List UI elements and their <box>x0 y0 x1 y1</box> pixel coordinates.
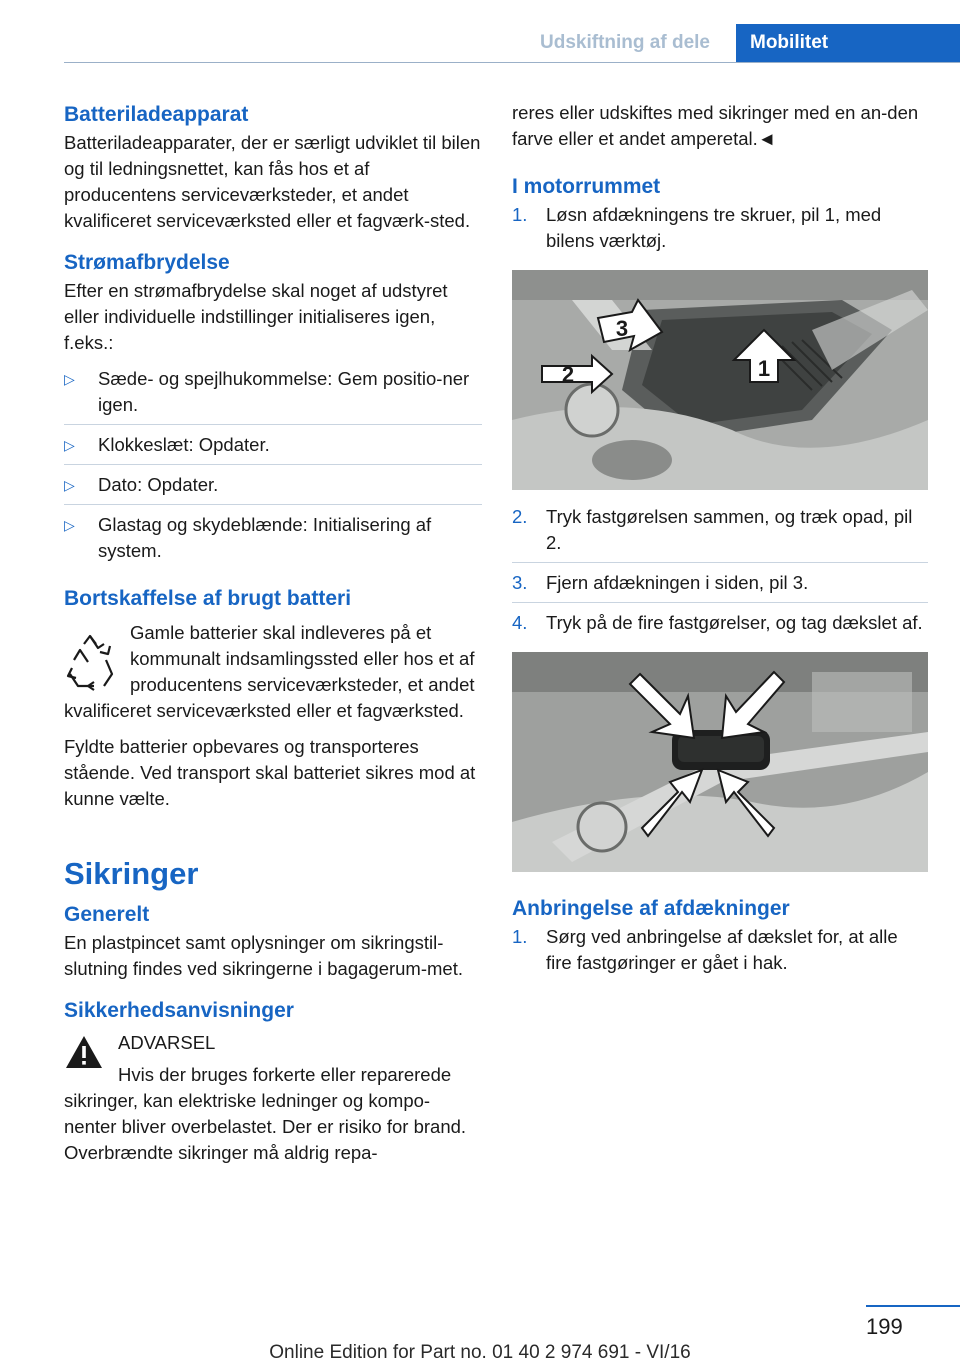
page-number: 199 <box>866 1314 903 1339</box>
disposal-title: Bortskaffelse af brugt batteri <box>64 587 352 610</box>
warning-block <box>64 1030 482 1166</box>
step-number: 1. <box>512 204 528 225</box>
step-number: 1. <box>512 926 528 947</box>
section-safety <box>64 996 482 1166</box>
step-number: 3. <box>512 572 528 593</box>
header-chapter-tab: Mobilitet <box>736 24 960 62</box>
engine-steps-b <box>512 504 928 642</box>
left-column <box>64 100 482 1180</box>
arrow-label-2: 2 <box>561 362 575 387</box>
safety-title: Sikkerhedsanvisninger <box>64 999 294 1022</box>
step-number: 4. <box>512 612 528 633</box>
fastener-photo <box>512 652 928 872</box>
warning-icon <box>64 1034 104 1070</box>
footer-rule <box>866 1305 960 1307</box>
disposal-block <box>64 620 482 812</box>
section-general <box>64 900 482 982</box>
fastener-illustration <box>512 652 928 872</box>
warning-text: Hvis der bruges forkerte eller reparerede sikringer, kan elektriske ledninger og kompo-nenter bliver overbelastet. Der er risiko for brand. Overbrændte sikringer må aldrig repa- <box>64 1064 467 1163</box>
footer-edition-note: Online Edition for Part no. 01 40 2 974 691 - VI/16 <box>269 1342 691 1363</box>
triangle-bullet-icon: ▷ <box>64 437 75 453</box>
step-text: Løsn afdækningens tre skruer, pil 1, med bilens værktøj. <box>546 204 882 251</box>
list-item <box>512 570 928 603</box>
list-item <box>64 512 482 570</box>
refit-title: Anbringelse af afdækninger <box>512 897 790 920</box>
arrow-label-1: 1 <box>757 356 771 381</box>
general-text: En plastpincet samt oplysninger om sikringstil-slutning findes ved sikringerne i bagagerum-met. <box>64 932 463 979</box>
list-item-text: Glastag og skydeblænde: Initialisering af system. <box>98 514 432 561</box>
warning-label: ADVARSEL <box>118 1032 216 1053</box>
continued-text: reres eller udskiftes med sikringer med en an-den farve eller et andet amperetal.◄ <box>512 102 919 149</box>
list-item-text: Klokkeslæt: Opdater. <box>98 434 270 455</box>
list-item <box>512 924 928 982</box>
step-text: Tryk fastgørelsen sammen, og træk opad, pil 2. <box>546 506 913 553</box>
list-item-text: Sæde- og spejlhukommelse: Gem positio-ner igen. <box>98 368 470 415</box>
disposal-text-1: Gamle batterier skal indleveres på et kommunalt indsamlingssted eller hos et af producentens serviceværksteder, et andet kvalificeret serviceværksted eller et fagværksted. <box>64 622 475 721</box>
step-number: 2. <box>512 506 528 527</box>
section-disposal <box>64 584 482 812</box>
header-section-title: Udskiftning af dele <box>540 32 710 53</box>
triangle-bullet-icon: ▷ <box>64 371 75 387</box>
refit-steps <box>512 924 928 982</box>
step-text: Sørg ved anbringelse af dækslet for, at alle fire fastgøringer er gået i hak. <box>546 926 898 973</box>
list-item <box>512 202 928 260</box>
engine-steps-a <box>512 202 928 260</box>
list-item <box>512 610 928 642</box>
charger-title: Batteriladeapparat <box>64 103 249 126</box>
right-column <box>512 100 928 992</box>
list-item <box>512 504 928 563</box>
general-title: Generelt <box>64 903 150 926</box>
triangle-bullet-icon: ▷ <box>64 517 75 533</box>
header-rule <box>64 62 960 63</box>
charger-text: Batteriladeapparater, der er særligt udviklet til bilen og til ledningsnettet, kan fås hos et af producentens serviceværksteder, et andet kvalificeret serviceværksted eller et fagværk-sted. <box>64 132 481 231</box>
recycle-icon <box>64 630 116 692</box>
section-power-cut <box>64 248 482 570</box>
step-text: Fjern afdækningen i siden, pil 3. <box>546 572 809 593</box>
list-item <box>64 472 482 505</box>
engine-cover-illustration <box>512 270 928 490</box>
step-text: Tryk på de fire fastgørelser, og tag dækslet af. <box>546 612 923 633</box>
disposal-text-2: Fyldte batterier opbevares og transporteres stående. Ved transport skal batteriet sikres mod at kunne vælte. <box>64 736 476 809</box>
engine-cover-photo <box>512 270 928 490</box>
engine-title: I motorrummet <box>512 175 661 198</box>
section-charger <box>64 100 482 234</box>
list-item <box>64 432 482 465</box>
triangle-bullet-icon: ▷ <box>64 477 75 493</box>
power-cut-text: Efter en strømafbrydelse skal noget af udstyret eller individuelle indstillinger initialiseres igen, f.eks.: <box>64 280 448 353</box>
power-cut-title: Strømafbrydelse <box>64 251 230 274</box>
arrow-label-3: 3 <box>615 316 629 341</box>
list-item-text: Dato: Opdater. <box>98 474 219 495</box>
power-cut-list <box>64 366 482 570</box>
list-item <box>64 366 482 425</box>
fuses-heading: Sikringer <box>64 856 199 891</box>
